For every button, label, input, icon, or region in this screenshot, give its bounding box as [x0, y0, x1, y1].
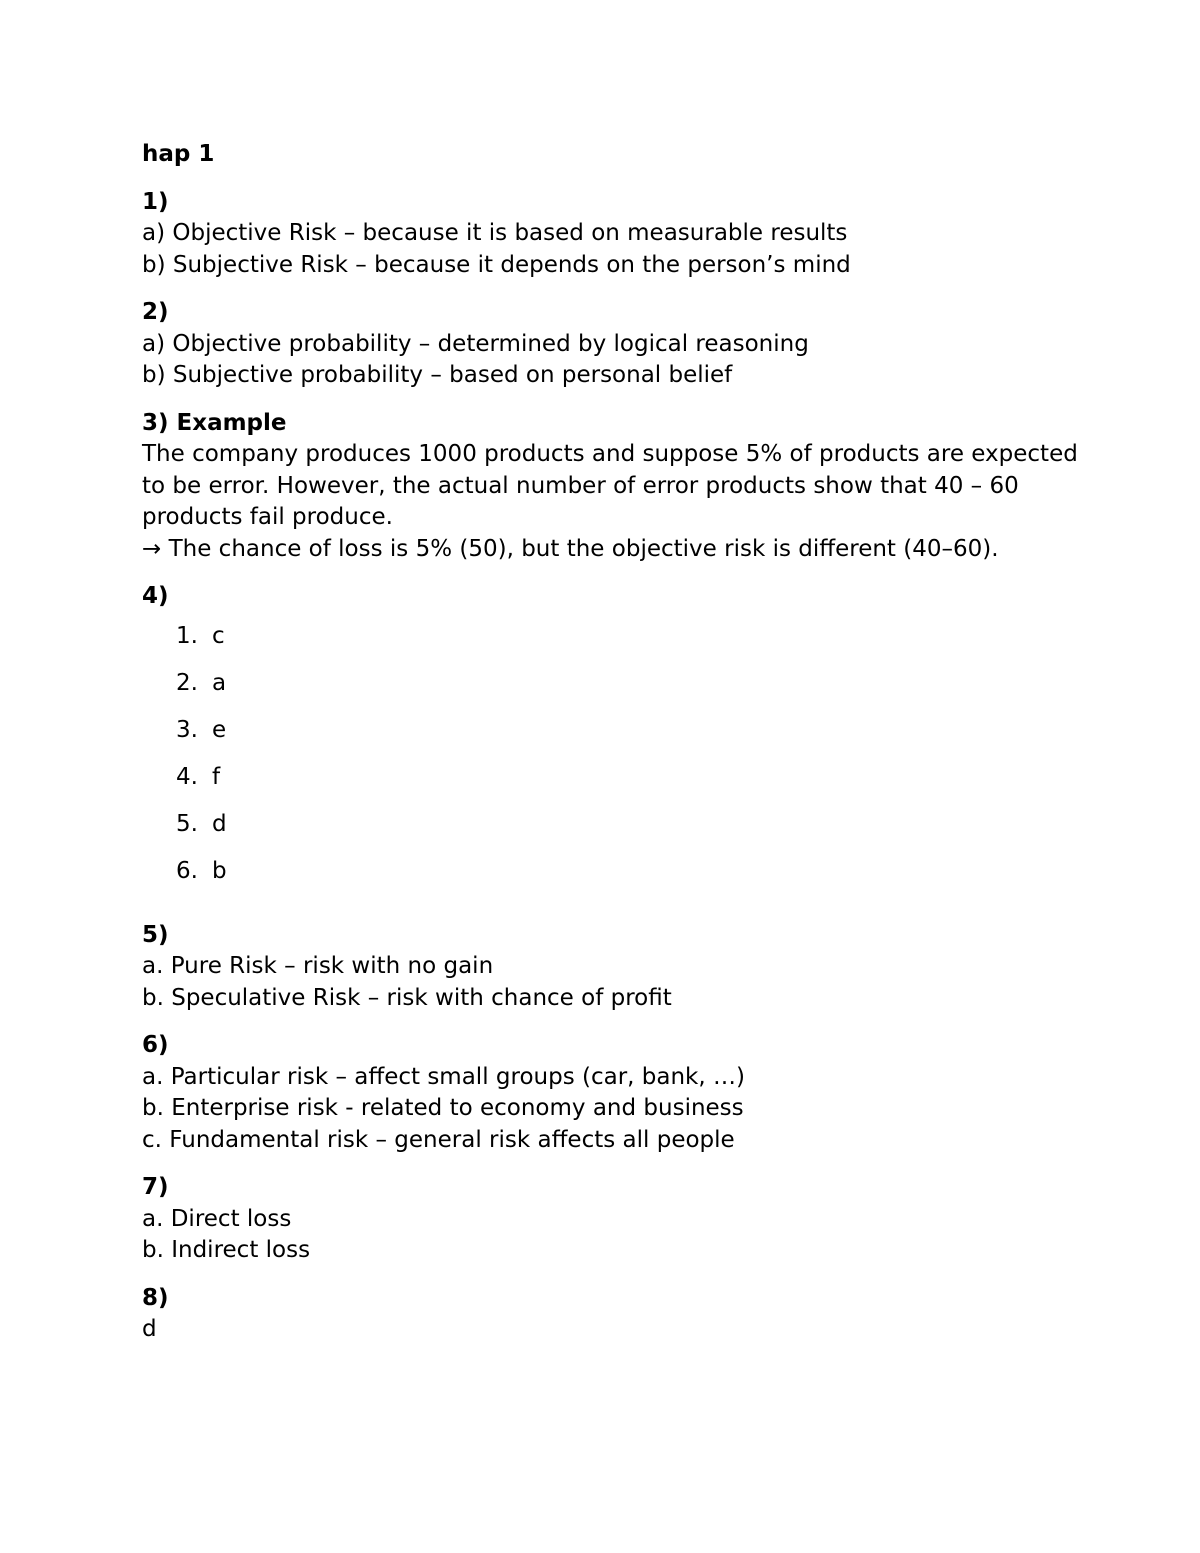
- list-item-answer: c: [212, 622, 225, 649]
- list-item-answer: e: [212, 716, 227, 743]
- question-7-answer-a: a. Direct loss: [142, 1205, 292, 1232]
- question-4-heading: 4): [142, 583, 169, 609]
- list-item-number: 2.: [176, 669, 198, 696]
- question-1-answer-b: b) Subjective Risk – because it depends on the person’s mind: [142, 251, 851, 278]
- question-3-paragraph: The company produces 1000 products and suppose 5% of products are expected to be error. However, the actual number of error products show that 40 – 60 products fail produce.: [142, 441, 1078, 530]
- question-1-answer-a: a) Objective Risk – because it is based on measurable results: [142, 220, 848, 246]
- question-8-heading: 8): [142, 1284, 169, 1311]
- list-item-number: 4.: [176, 764, 198, 791]
- question-8-answer: d: [142, 1316, 157, 1343]
- question-2: [142, 297, 1092, 392]
- question-5: [142, 920, 1092, 1015]
- list-item: [142, 715, 1092, 762]
- question-5-answer-b: b. Speculative Risk – risk with chance of profit: [142, 984, 672, 1011]
- list-item-number: 1.: [176, 622, 198, 649]
- question-6: [142, 1030, 1092, 1156]
- list-item-answer: d: [212, 811, 227, 838]
- list-item: [142, 762, 1092, 809]
- question-8: [142, 1283, 1092, 1346]
- question-3-conclusion: → The chance of loss is 5% (50), but the objective risk is different (40–60).: [142, 535, 999, 562]
- list-item-answer: b: [212, 858, 227, 885]
- question-2-answer-a: a) Objective probability – determined by logical reasoning: [142, 330, 809, 357]
- question-2-answer-b: b) Subjective probability – based on personal belief: [142, 362, 733, 388]
- list-item-number: 6.: [176, 858, 198, 885]
- question-6-answer-a: a. Particular risk – affect small groups (car, bank, …): [142, 1063, 745, 1090]
- list-item-answer: a: [212, 669, 227, 696]
- question-5-answer-a: a. Pure Risk – risk with no gain: [142, 953, 494, 980]
- question-1: [142, 187, 1092, 282]
- question-5-heading: 5): [142, 921, 169, 948]
- list-item: [142, 621, 1092, 668]
- question-3-heading: 3) Example: [142, 409, 287, 436]
- question-1-heading: 1): [142, 188, 169, 215]
- question-7-heading: 7): [142, 1174, 169, 1201]
- document-content: [142, 139, 1092, 1362]
- question-3: [142, 408, 1092, 566]
- question-6-heading: 6): [142, 1032, 169, 1059]
- question-2-heading: 2): [142, 299, 169, 325]
- question-4-answer-list: [142, 621, 1092, 904]
- list-item: [142, 856, 1092, 903]
- question-7: [142, 1172, 1092, 1267]
- list-item: [142, 668, 1092, 715]
- list-item-number: 5.: [176, 811, 198, 838]
- list-item-answer: f: [212, 764, 221, 791]
- list-item: [142, 809, 1092, 856]
- question-6-answer-c: c. Fundamental risk – general risk affects all people: [142, 1126, 735, 1153]
- question-6-answer-b: b. Enterprise risk - related to economy and business: [142, 1095, 744, 1122]
- document-title: hap 1: [142, 141, 215, 167]
- question-7-answer-b: b. Indirect loss: [142, 1237, 311, 1264]
- list-item-number: 3.: [176, 716, 198, 743]
